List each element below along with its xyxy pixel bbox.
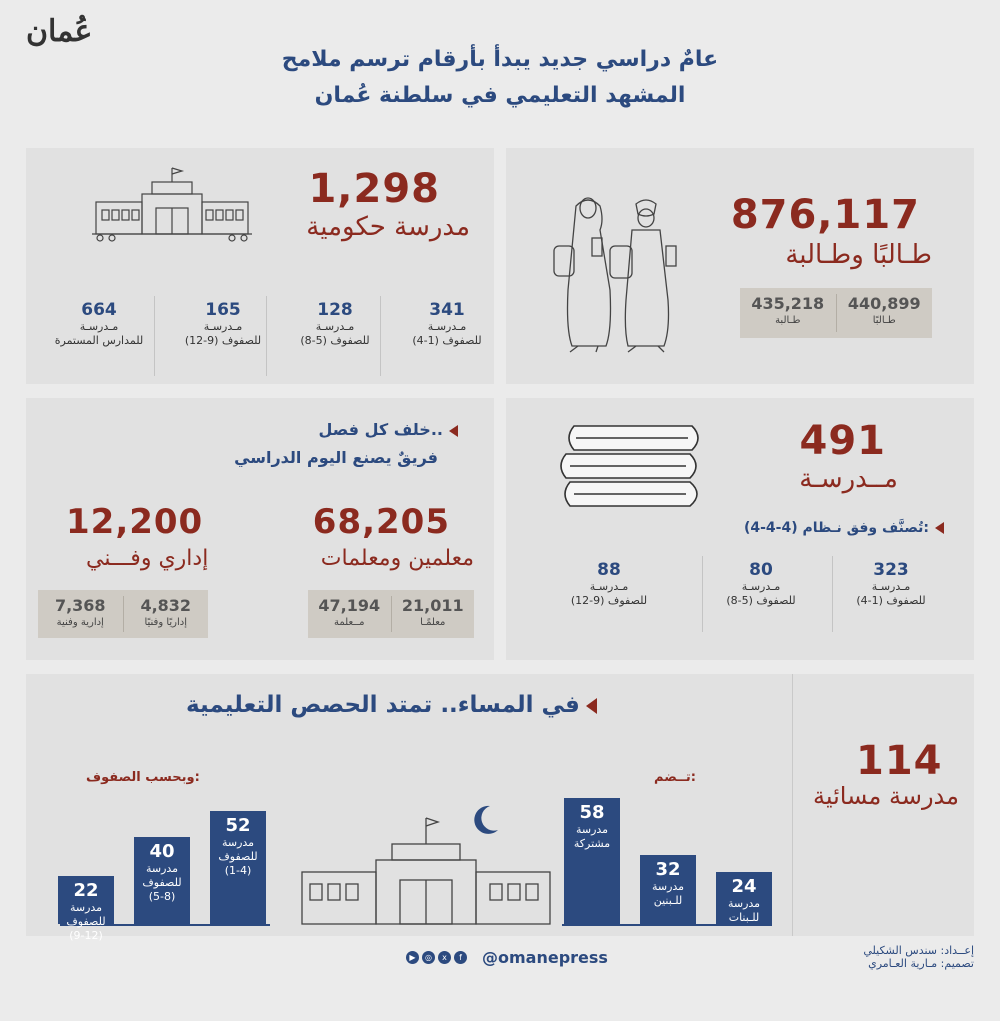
admin-breakdown (38, 590, 208, 638)
system-schools-total: 491 (799, 418, 886, 464)
stat-item: 88 مـدرسـة للصفوف (9-12) (570, 560, 648, 607)
books-icon (556, 410, 716, 520)
arrow-marker-icon (586, 698, 597, 714)
social-handle[interactable]: @omanepress (482, 948, 608, 967)
staff-card (26, 398, 494, 660)
teachers-breakdown (308, 590, 474, 638)
admin-label: إداري وفـــني (86, 546, 209, 571)
bar: 24 مدرسة للـبنات (716, 872, 772, 924)
stat-item: 341 مـدرسـة للصفوف (1-4) (412, 300, 482, 347)
students-breakdown (740, 288, 932, 338)
evening-label: مدرسة مسائية (812, 782, 959, 810)
page-title (180, 42, 820, 114)
bar: 32 مدرسة للـبنين (640, 855, 696, 924)
system-schools-label: مــدرسـة (799, 464, 898, 494)
bar: 52 مدرسة للصفوف (1-4) (210, 811, 266, 924)
teachers-total: 68,205 (312, 502, 450, 542)
system-heading: تُصنَّف وفق نـظام (4-4-4): (744, 520, 944, 536)
students-card (506, 148, 974, 384)
gov-schools-total: 1,298 (308, 166, 440, 212)
prepared-by: إعــداد: سندس الشكيلي (863, 944, 974, 957)
staff-heading-2: فريقٌ يصنع اليوم الدراسي (234, 448, 438, 467)
school-building-icon (92, 166, 252, 242)
title-line-1: عامٌ دراسي جديد يبدأ بأرقام ترسم ملامح (281, 47, 719, 72)
male-teachers-stat: 21,011 معلمًـا (401, 596, 464, 628)
stat-item: 165 مـدرسـة للصفوف (9-12) (184, 300, 262, 347)
evening-heading: في المساء.. تمتد الحصص التعليمية (186, 692, 597, 718)
includes-label: تــضم: (654, 770, 696, 785)
female-teachers-stat: 47,194 مــعلمة (318, 596, 381, 628)
evening-school-building-icon (296, 814, 556, 926)
gov-schools-label: مدرسة حكومية (306, 212, 470, 242)
boys-stat: 440,899 طـالبًا (847, 294, 921, 326)
bar: 58 مدرسة مشتركة (564, 798, 620, 924)
gov-schools-card (26, 148, 494, 384)
stat-item: 128 مـدرسـة للصفوف (5-8) (300, 300, 370, 347)
stat-item: 323 مـدرسـة للصفوف (1-4) (856, 560, 926, 607)
arrow-marker-icon (935, 522, 944, 534)
arrow-marker-icon (449, 425, 458, 437)
evening-card (26, 674, 974, 942)
system-schools-card (506, 398, 974, 660)
facebook-icon[interactable]: f (454, 951, 467, 964)
students-label: طـالبًا وطـالبة (785, 240, 932, 270)
bar: 40 مدرسة للصفوف (5-8) (134, 837, 190, 924)
stat-item: 664 مـدرسـة للمدارس المستمرة (54, 300, 144, 347)
credits (863, 944, 974, 970)
students-total: 876,117 (730, 192, 920, 238)
social-icons (406, 951, 467, 964)
youtube-icon[interactable]: ▶ (406, 951, 419, 964)
stat-item: 80 مـدرسـة للصفوف (5-8) (726, 560, 796, 607)
girls-stat: 435,218 طـالبة (751, 294, 825, 326)
students-illustration (536, 186, 696, 356)
staff-heading-1: خلف كل فصل.. (318, 420, 458, 439)
by-grades-label: وبحسب الصفوف: (86, 770, 200, 785)
teachers-label: معلمين ومعلمات (320, 546, 474, 571)
evening-total: 114 (856, 738, 943, 784)
male-admin-stat: 4,832 إداريًا وفنيًا (140, 596, 192, 628)
title-line-2: المشهد التعليمي في سلطنة عُمان (314, 83, 686, 108)
x-icon[interactable]: x (438, 951, 451, 964)
logo: عُمان (26, 14, 93, 49)
designed-by: تصميم: مـارية العـامري (868, 957, 974, 970)
instagram-icon[interactable]: ◎ (422, 951, 435, 964)
admin-total: 12,200 (66, 502, 204, 542)
female-admin-stat: 7,368 إدارية وفنية (54, 596, 106, 628)
bar: 22 مدرسة للصفوف (9-12) (58, 876, 114, 924)
